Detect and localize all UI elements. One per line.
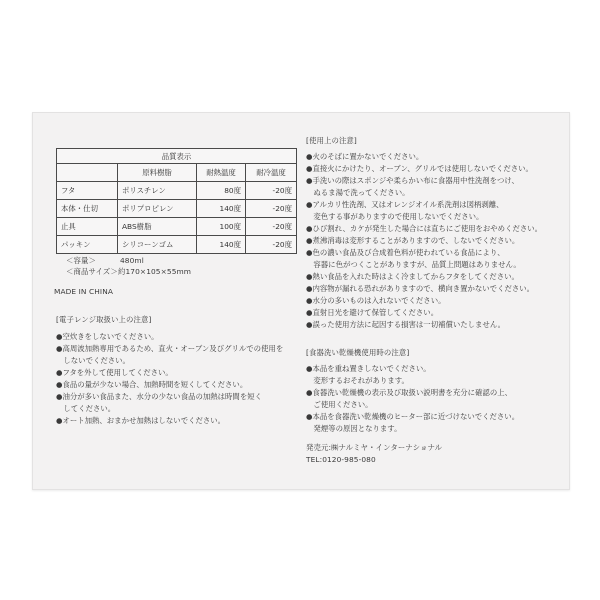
table-row xyxy=(57,236,297,254)
list-item: 変色する事がありますので使用しないでください。 xyxy=(306,212,484,221)
list-item: 容器に色がつくことがありますが、品質上問題はありません。 xyxy=(306,260,521,269)
list-item: ●オート加熱、おまかせ加熱はしないでください。 xyxy=(56,416,226,425)
list-item: ●誤った使用方法に起因する損害は一切補償いたしません。 xyxy=(306,320,506,329)
list-item: ●食品の量が少ない場合、加熱時間を短くしてください。 xyxy=(56,380,248,389)
list-item: ●内容物が漏れる恐れがありますので、横向き置かないでください。 xyxy=(306,284,535,293)
usage-title: [使用上の注意] xyxy=(306,136,357,145)
cold-cell: -20度 xyxy=(246,200,297,218)
seller-name: 発売元:㈱ナルミヤ・インターナショナル xyxy=(306,443,443,452)
capacity-label: ＜容量＞ xyxy=(66,256,96,265)
capacity-value: 480ml xyxy=(120,256,144,265)
list-item: ●空炊きをしないでください。 xyxy=(56,332,159,341)
list-item: ●油分が多い食品また、水分の少ない食品の加熱は時間を短く xyxy=(56,392,262,401)
part-cell: 止具 xyxy=(57,218,118,236)
list-item: ●色の濃い食品及び合成着色料が使われている食品により、 xyxy=(306,248,505,257)
part-cell: 本体・仕切 xyxy=(57,200,118,218)
list-item: ●フタを外して使用してください。 xyxy=(56,368,173,377)
origin-label: MADE IN CHINA xyxy=(54,287,113,296)
dishwasher-title: [食器洗い乾燥機使用時の注意] xyxy=(306,348,410,357)
list-item: ●火のそばに置かないでください。 xyxy=(306,152,424,161)
heat-cell: 80度 xyxy=(197,182,246,200)
heat-cell: 100度 xyxy=(197,218,246,236)
heat-cell: 140度 xyxy=(197,200,246,218)
table-row xyxy=(57,200,297,218)
material-cell: シリコーンゴム xyxy=(118,236,197,254)
part-cell: フタ xyxy=(57,182,118,200)
list-item: ●ひび割れ、カケが発生した場合には直ちにご使用をおやめください。 xyxy=(306,224,543,233)
seller-tel: TEL:0120-985-080 xyxy=(306,455,376,464)
list-item: ●食器洗い乾燥機の表示及び取扱い説明書を充分に確認の上、 xyxy=(306,388,512,397)
cold-cell: -20度 xyxy=(246,182,297,200)
list-item: しないでください。 xyxy=(56,356,130,365)
list-item: ●アルカリ性洗剤、又はオレンジオイル系洗剤は図柄剥離、 xyxy=(306,200,504,209)
size-label: ＜商品サイズ＞ xyxy=(66,267,118,276)
list-item: ●直射日光を避けて保管してください。 xyxy=(306,308,439,317)
microwave-title: [電子レンジ取扱い上の注意] xyxy=(56,315,152,324)
table-row xyxy=(57,218,297,236)
spec-header-cold: 耐冷温度 xyxy=(246,164,297,182)
list-item: 発煙等の原因となります。 xyxy=(306,424,402,433)
material-cell: ポリプロピレン xyxy=(118,200,197,218)
list-item: ●煮沸消毒は変形することがありますので、しないでください。 xyxy=(306,236,520,245)
list-item: ●本品を重ね置きしないでください。 xyxy=(306,364,431,373)
list-item: ぬるま湯で洗ってください。 xyxy=(306,188,410,197)
list-item: ●手洗いの際はスポンジや柔らかい布に食器用中性洗剤をつけ、 xyxy=(306,176,519,185)
spec-header-part xyxy=(57,164,118,182)
part-cell: パッキン xyxy=(57,236,118,254)
list-item: ●熱い食品を入れた時はよく冷ましてからフタをしてください。 xyxy=(306,272,519,281)
list-item: ●高周波加熱専用であるため、直火・オーブン及びグリルでの使用を xyxy=(56,344,284,353)
spec-table-header xyxy=(57,164,297,182)
material-cell: ABS樹脂 xyxy=(118,218,197,236)
list-item: ご使用ください。 xyxy=(306,400,373,409)
spec-header-heat: 耐熱温度 xyxy=(197,164,246,182)
spec-header-material: 原料樹脂 xyxy=(118,164,197,182)
heat-cell: 140度 xyxy=(197,236,246,254)
cold-cell: -20度 xyxy=(246,218,297,236)
size-value: 約170×105×55mm xyxy=(118,267,192,276)
list-item: してください。 xyxy=(56,404,116,413)
spec-table xyxy=(56,148,297,254)
list-item: ●水分の多いものは入れないでください。 xyxy=(306,296,446,305)
material-cell: ポリスチレン xyxy=(118,182,197,200)
list-item: ●本品を食器洗い乾燥機のヒーター部に近づけないでください。 xyxy=(306,412,520,421)
cold-cell: -20度 xyxy=(246,236,297,254)
spec-table-title: 品質表示 xyxy=(57,149,297,164)
list-item: 変形するおそれがあります。 xyxy=(306,376,409,385)
table-row xyxy=(57,182,297,200)
list-item: ●直接火にかけたり、オーブン、グリルでは使用しないでください。 xyxy=(306,164,533,173)
